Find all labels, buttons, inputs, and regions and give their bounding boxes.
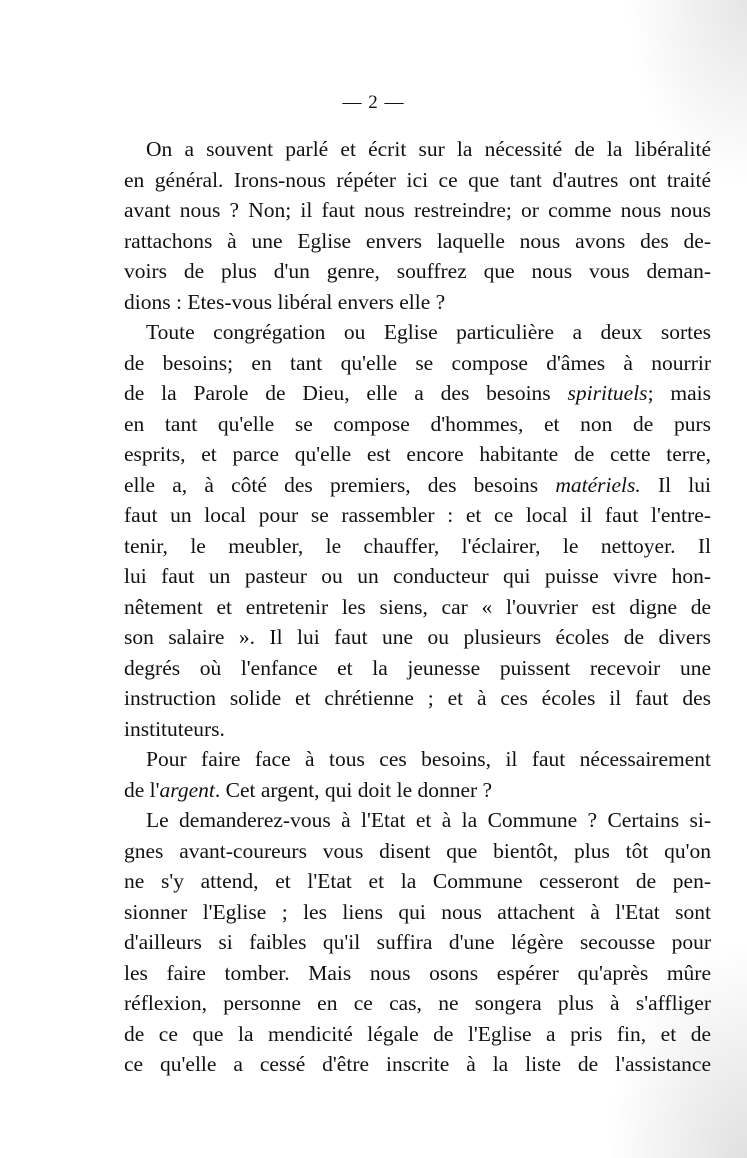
text-line: ce qu'elle a cessé d'être inscrite à la liste de l'assistance [124, 1052, 711, 1076]
text-line: lui faut un pasteur ou un conducteur qui puisse vivre hon- [124, 564, 711, 588]
text-line: Le demanderez-vous à l'Etat et à la Commune ? Certains si- [146, 808, 711, 832]
text-line [124, 378, 711, 409]
text-run: . Cet argent, qui doit le donner ? [214, 777, 493, 802]
text-line: les faire tomber. Mais nous osons espérer qu'après mûre [124, 960, 711, 985]
text-line: en général. Irons-nous répéter ici ce que tant d'autres ont traité [124, 167, 711, 192]
text-run: elle a, à côté des premiers, des besoins [124, 472, 556, 497]
text-line: degrés où l'enfance et la jeunesse puissent recevoir une [124, 655, 711, 680]
page-number: — 2 — [342, 92, 405, 113]
text-line: instruction solide et chrétienne ; et à ces écoles il faut des [124, 686, 711, 710]
body-text [124, 134, 711, 1080]
italic-word: spirituels [567, 381, 648, 405]
italic-word: argent [159, 777, 215, 802]
text-line: en tant qu'elle se compose d'hommes, et non de purs [124, 411, 711, 436]
italic-word: matériels. [555, 472, 641, 497]
text-line: gnes avant-coureurs vous disent que bientôt, plus tôt qu'on [124, 838, 711, 863]
text-run: Il lui [640, 472, 711, 497]
text-line [124, 470, 711, 501]
text-line: Pour faire face à tous ces besoins, il faut nécessairement [146, 747, 711, 771]
text-line: de besoins; en tant qu'elle se compose d'âmes à nourrir [124, 350, 711, 375]
text-line: rattachons à une Eglise envers laquelle nous avons des de- [124, 228, 711, 253]
text-line: Toute congrégation ou Eglise particulière a deux sortes [146, 320, 711, 344]
text-run: de la Parole de Dieu, elle a des besoins [124, 381, 568, 405]
text-line: voirs de plus d'un genre, souffrez que nous vous deman- [124, 259, 711, 283]
text-line: ne s'y attend, et l'Etat et la Commune cesseront de pen- [124, 869, 711, 893]
text-line: avant nous ? Non; il faut nous restreindre; or comme nous nous [124, 198, 711, 222]
text-line: faut un local pour se rassembler : et ce local il faut l'entre- [124, 503, 711, 527]
text-run: ; mais [647, 381, 711, 405]
text-line: son salaire ». Il lui faut une ou plusieurs écoles de divers [124, 625, 711, 649]
text-line: de ce que la mendicité légale de l'Eglise a pris fin, et de [124, 1021, 711, 1046]
text-line [124, 775, 711, 806]
text-line: d'ailleurs si faibles qu'il suffira d'une légère secousse pour [124, 930, 711, 954]
text-line: dions : Etes-vous libéral envers elle ? [124, 289, 446, 314]
text-line: On a souvent parlé et écrit sur la nécessité de la libéralité [146, 137, 711, 161]
text-run: de l' [124, 777, 160, 802]
text-line: sionner l'Eglise ; les liens qui nous attachent à l'Etat sont [124, 899, 711, 924]
text-line: nêtement et entretenir les siens, car « l'ouvrier est digne de [124, 594, 711, 619]
text-line: tenir, le meubler, le chauffer, l'éclairer, le nettoyer. Il [124, 533, 711, 558]
text-line: réflexion, personne en ce cas, ne songera plus à s'affliger [124, 991, 711, 1015]
text-line: instituteurs. [124, 716, 225, 741]
text-line: esprits, et parce qu'elle est encore habitante de cette terre, [124, 442, 711, 466]
